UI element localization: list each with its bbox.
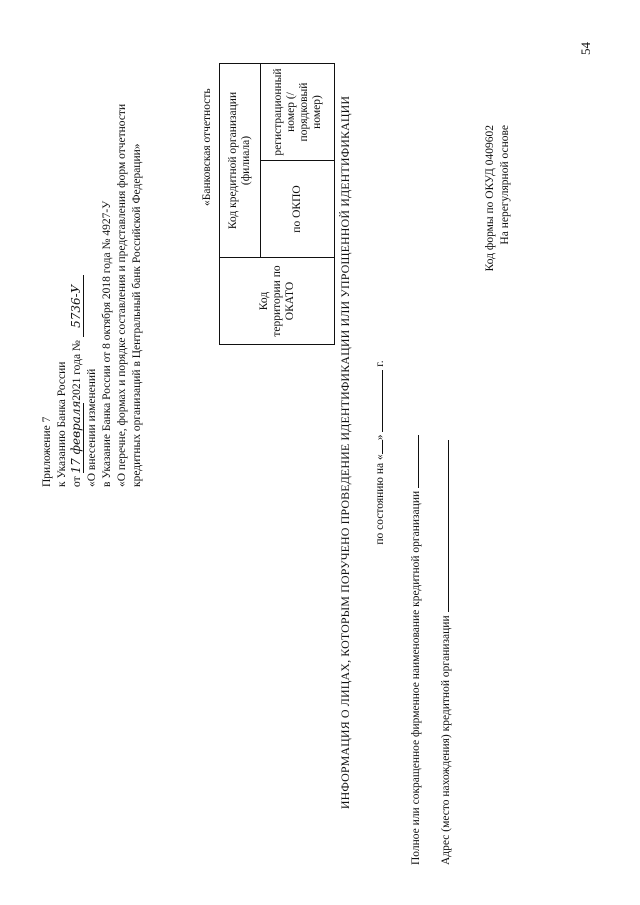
- about-changes: «О внесении изменений: [86, 368, 98, 487]
- reg-header-line: номер): [310, 95, 323, 129]
- appendix-date-line: [70, 104, 85, 487]
- okud-code: Код формы по ОКУД 0409602: [484, 125, 496, 272]
- reporting-label: «Банковская отчетность: [201, 88, 213, 206]
- as-of-year-suffix: г.: [374, 360, 386, 367]
- org-code-header-line: Код кредитной организации: [227, 91, 239, 230]
- okpo-header-cell: по ОКПО: [261, 161, 335, 258]
- codes-table: [219, 63, 335, 345]
- reg-header-line: регистрационный: [271, 68, 284, 156]
- year-text: 2021 года №: [71, 340, 83, 401]
- address-label: Адрес (место нахождения) кредитной организации: [440, 615, 452, 865]
- as-of-day-blank: [382, 440, 383, 454]
- reg-number-header-cell: [261, 64, 335, 161]
- okato-header-line: Код: [257, 291, 270, 311]
- frequency: На нерегулярной основе: [499, 125, 511, 245]
- orgs-line: кредитных организаций в Центральный банк Российской Федерации»: [131, 143, 143, 487]
- okato-header-line: территории по: [270, 265, 283, 337]
- org-code-header-cell: [220, 64, 261, 258]
- about-list: «О перечне, формах и порядке составления и представления форм отчетности: [116, 103, 128, 487]
- address-line: [447, 440, 449, 612]
- date-handwritten: 17 февраля: [69, 400, 83, 474]
- appendix-number: Приложение 7: [41, 416, 53, 487]
- reg-header-line: номер (/порядковый: [284, 82, 310, 142]
- number-handwritten: 5736-У: [70, 275, 84, 337]
- address-field: [440, 440, 452, 865]
- date-prefix: от: [71, 476, 83, 487]
- form-info: [483, 125, 513, 271]
- appendix-directive: к Указанию Банка России: [56, 361, 68, 487]
- org-code-header-line: (филиала): [240, 135, 252, 186]
- okato-header-cell: [220, 258, 335, 345]
- as-of-date-line: [374, 0, 386, 905]
- as-of-month-year-blank: [382, 370, 383, 432]
- page-title: ИНФОРМАЦИЯ О ЛИЦАХ, КОТОРЫМ ПОРУЧЕНО ПРОВЕДЕНИЕ ИДЕНТИФИКАЦИИ ИЛИ УПРОЩЕННОЙ ИДЕНТИФИКАЦИИ: [338, 95, 352, 810]
- as-of-prefix: по состоянию на «: [374, 454, 386, 545]
- full-name-line: [417, 435, 419, 488]
- full-name-field: [410, 435, 422, 865]
- okato-header-line: ОКАТО: [283, 281, 296, 321]
- page-number: 54: [578, 42, 593, 55]
- full-name-label: Полное или сокращенное фирменное наименование кредитной организации: [410, 490, 422, 865]
- appendix-header: [40, 104, 145, 487]
- in-directive: в Указание Банка России от 8 октября 2018 года № 4927-У: [101, 200, 113, 487]
- as-of-quote-close: »: [374, 434, 386, 441]
